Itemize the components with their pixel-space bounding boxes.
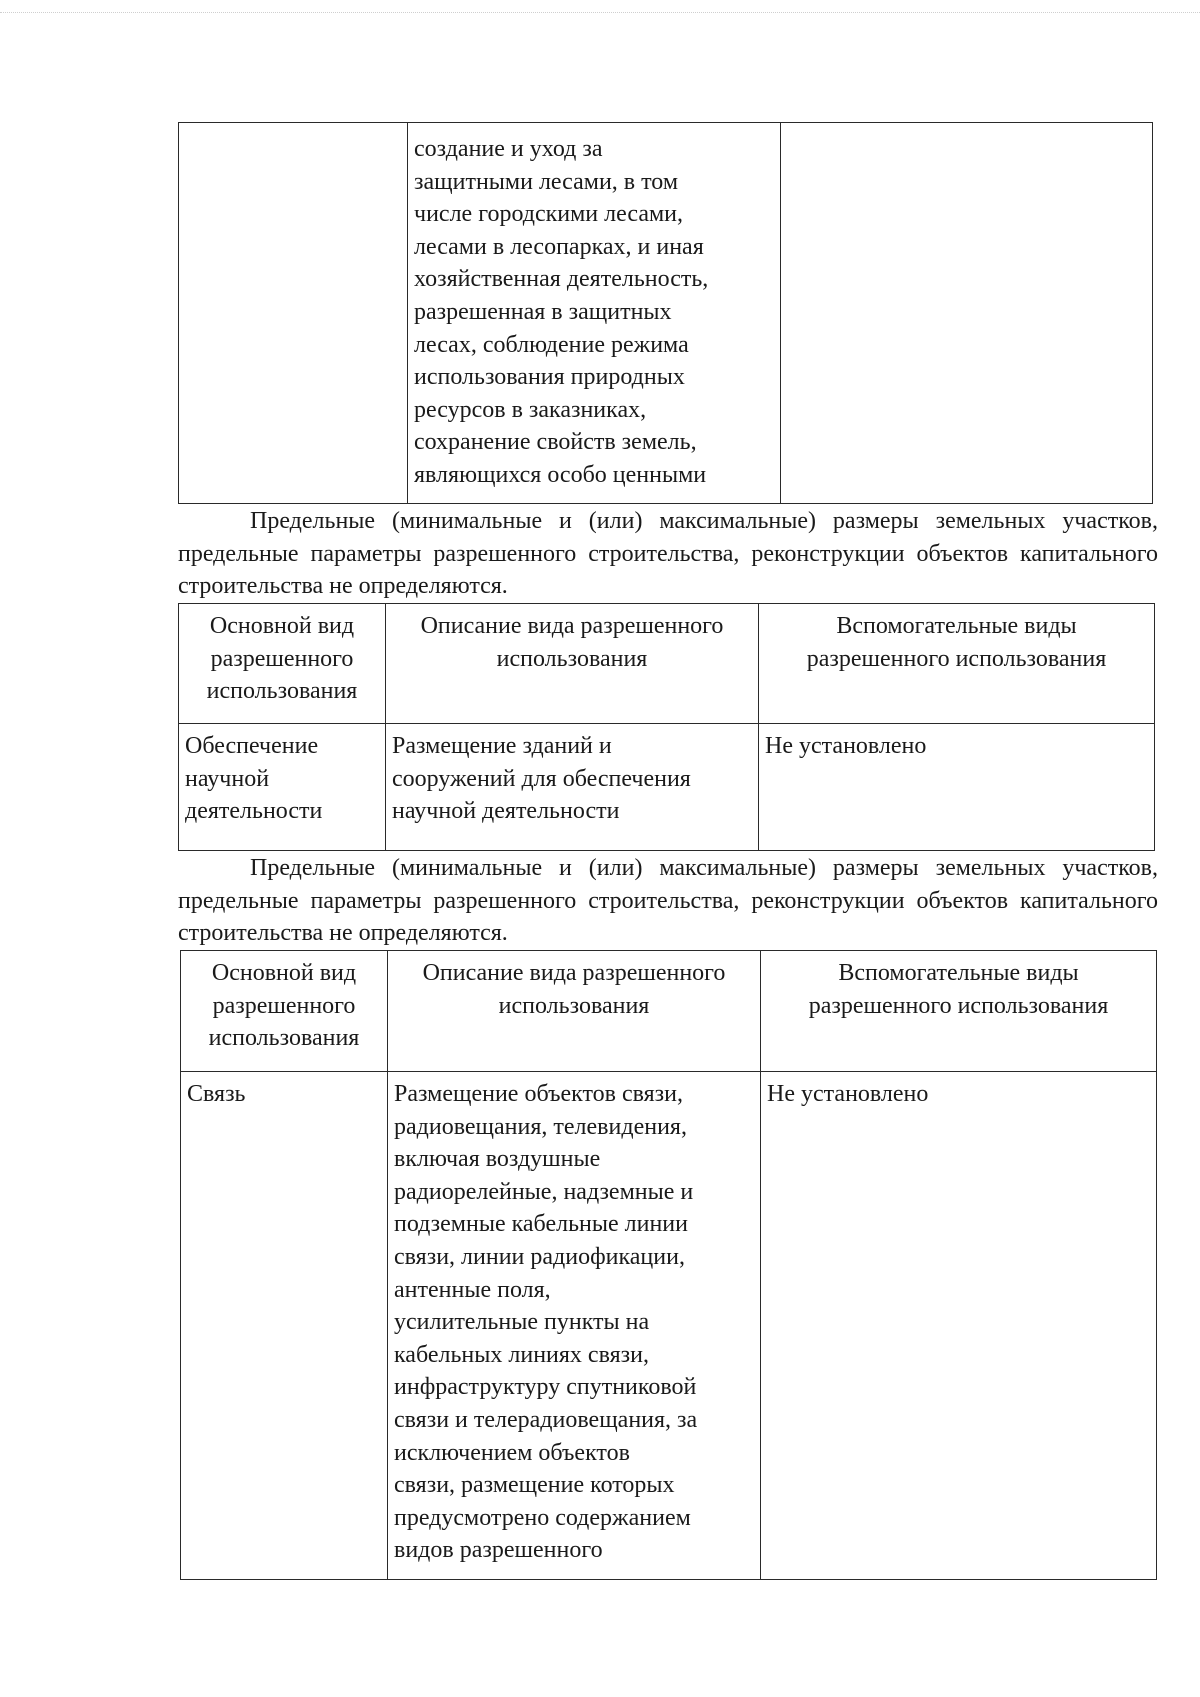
header-cell-main-type: Основной вид разрешенного использования bbox=[181, 951, 388, 1072]
cell-auxiliary: Не установлено bbox=[761, 1072, 1157, 1580]
cell-description: Размещение объектов связи, радиовещания, телевидения, включая воздушные радиорелейные, надземные и подземные кабельные линии связи, линии радиофикации, антенные поля, усилительные пункты на кабельных линиях связи, инфраструктуру спутниковой связи и телерадиовещания, за исключением объектов связи, размещение которых предусмотрено содержанием видов разрешенного bbox=[388, 1072, 761, 1580]
scan-top-edge bbox=[0, 12, 1200, 13]
table-cell-empty bbox=[179, 123, 408, 504]
header-cell-main-type: Основной вид разрешенного использования bbox=[179, 604, 386, 724]
description-text: создание и уход за защитными лесами, в том числе городскими лесами, лесами в лесопарках, и иная хозяйственная деятельность, разрешенная в защитных лесах, соблюдение режима использования природных ресурсов в заказниках, сохранение свойств земель, являющихся особо ценными bbox=[414, 136, 709, 488]
header-cell-description: Описание вида разрешенного использования bbox=[386, 604, 759, 724]
cell-main-type: Обеспечение научной деятельности bbox=[179, 724, 386, 851]
table-science bbox=[178, 603, 1155, 851]
table-cell-empty bbox=[781, 123, 1153, 504]
table-continuation bbox=[178, 122, 1153, 504]
table-header-row bbox=[181, 951, 1157, 1072]
paragraph-limits-2: Предельные (минимальные и (или) максимальные) размеры земельных участков, предельные параметры разрешенного строительства, реконструкции объектов капитального строительства не определяются. bbox=[178, 855, 1158, 947]
header-cell-auxiliary: Вспомогательные виды разрешенного использования bbox=[759, 604, 1155, 724]
paragraph-limits-1: Предельные (минимальные и (или) максимальные) размеры земельных участков, предельные параметры разрешенного строительства, реконструкции объектов капитального строительства не определяются. bbox=[178, 508, 1158, 600]
cell-description: Размещение зданий и сооружений для обеспечения научной деятельности bbox=[386, 724, 759, 851]
table-cell-description bbox=[408, 123, 781, 504]
cell-auxiliary: Не установлено bbox=[759, 724, 1155, 851]
table-row bbox=[181, 1072, 1157, 1580]
table-header-row bbox=[179, 604, 1155, 724]
table-row bbox=[179, 123, 1153, 504]
table-row bbox=[179, 724, 1155, 851]
header-cell-auxiliary: Вспомогательные виды разрешенного использования bbox=[761, 951, 1157, 1072]
cell-main-type: Связь bbox=[181, 1072, 388, 1580]
header-cell-description: Описание вида разрешенного использования bbox=[388, 951, 761, 1072]
table-communication bbox=[180, 950, 1157, 1580]
